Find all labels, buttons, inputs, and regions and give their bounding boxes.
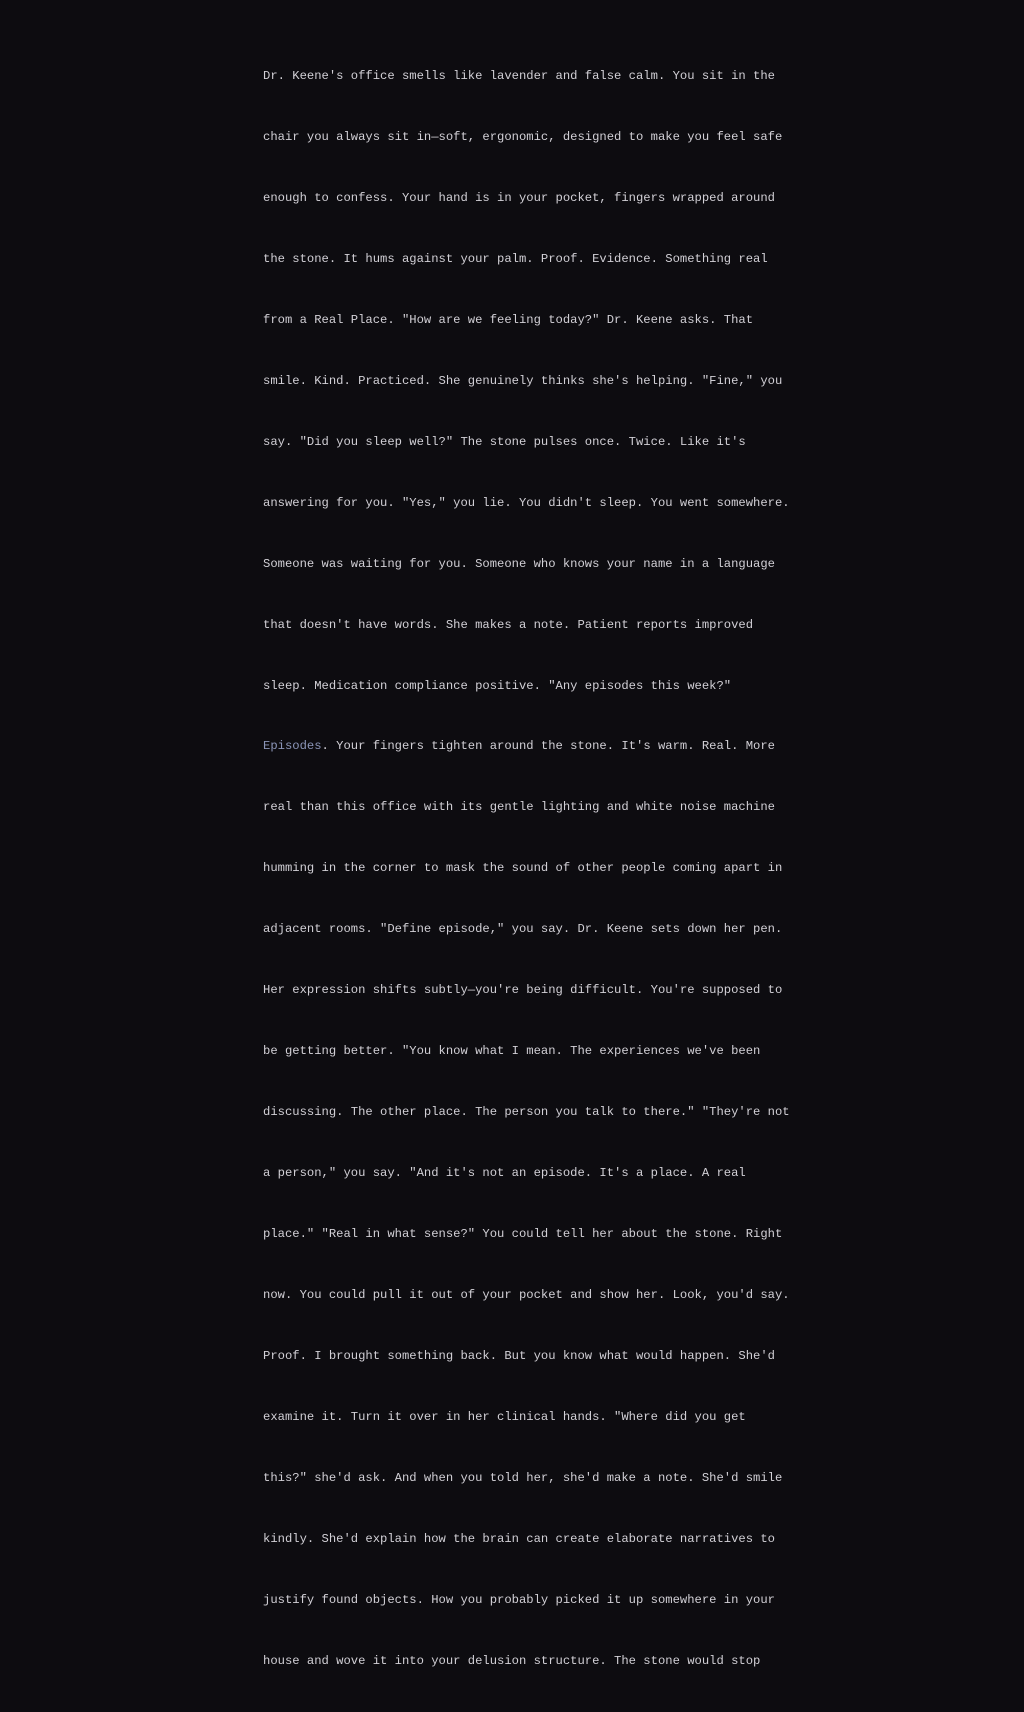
story-line-2: chair you always sit in—soft, ergonomic, designed to make you feel safe (263, 129, 783, 144)
story-line-6: smile. Kind. Practiced. She genuinely thinks she's helping. "Fine," you (263, 373, 783, 388)
story-line-11: sleep. Medication compliance positive. "Any episodes this week?" (263, 678, 732, 693)
story-line-15: adjacent rooms. "Define episode," you say. Dr. Keene sets down her pen. (263, 922, 783, 937)
story-text (263, 25, 790, 1712)
story-line-23: examine it. Turn it over in her clinical hands. "Where did you get (263, 1410, 746, 1425)
story-line-13: real than this office with its gentle lighting and white noise machine (263, 800, 775, 815)
story-line-19: a person," you say. "And it's not an episode. It's a place. A real (263, 1166, 746, 1181)
story-line-25: kindly. She'd explain how the brain can create elaborate narratives to (263, 1532, 775, 1547)
story-line-12 (263, 736, 775, 756)
story-line-16: Her expression shifts subtly—you're being difficult. You're supposed to (263, 983, 783, 998)
story-line-7: say. "Did you sleep well?" The stone pulses once. Twice. Like it's (263, 434, 746, 449)
story-line-4: the stone. It hums against your palm. Proof. Evidence. Something real (263, 251, 768, 266)
story-line-9: Someone was waiting for you. Someone who knows your name in a language (263, 556, 775, 571)
story-line-14: humming in the corner to mask the sound of other people coming apart in (263, 861, 783, 876)
emphasized-word: Episodes (263, 739, 322, 754)
story-line-20: place." "Real in what sense?" You could tell her about the stone. Right (263, 1227, 783, 1242)
story-line-12-rest: . Your fingers tighten around the stone. It's warm. Real. More (321, 739, 775, 754)
story-line-18: discussing. The other place. The person you talk to there." "They're not (263, 1105, 790, 1120)
story-line-26: justify found objects. How you probably picked it up somewhere in your (263, 1593, 775, 1608)
story-line-3: enough to confess. Your hand is in your pocket, fingers wrapped around (263, 190, 775, 205)
story-line-21: now. You could pull it out of your pocket and show her. Look, you'd say. (263, 1288, 790, 1303)
story-line-1: Dr. Keene's office smells like lavender and false calm. You sit in the (263, 68, 775, 83)
story-line-22: Proof. I brought something back. But you know what would happen. She'd (263, 1349, 775, 1364)
story-line-17: be getting better. "You know what I mean. The experiences we've been (263, 1044, 761, 1059)
story-line-24: this?" she'd ask. And when you told her, she'd make a note. She'd smile (263, 1471, 783, 1486)
story-line-27: house and wove it into your delusion structure. The stone would stop (263, 1654, 761, 1669)
story-line-10: that doesn't have words. She makes a note. Patient reports improved (263, 617, 754, 632)
story-line-5: from a Real Place. "How are we feeling today?" Dr. Keene asks. That (263, 312, 754, 327)
story-line-8: answering for you. "Yes," you lie. You didn't sleep. You went somewhere. (263, 495, 790, 510)
